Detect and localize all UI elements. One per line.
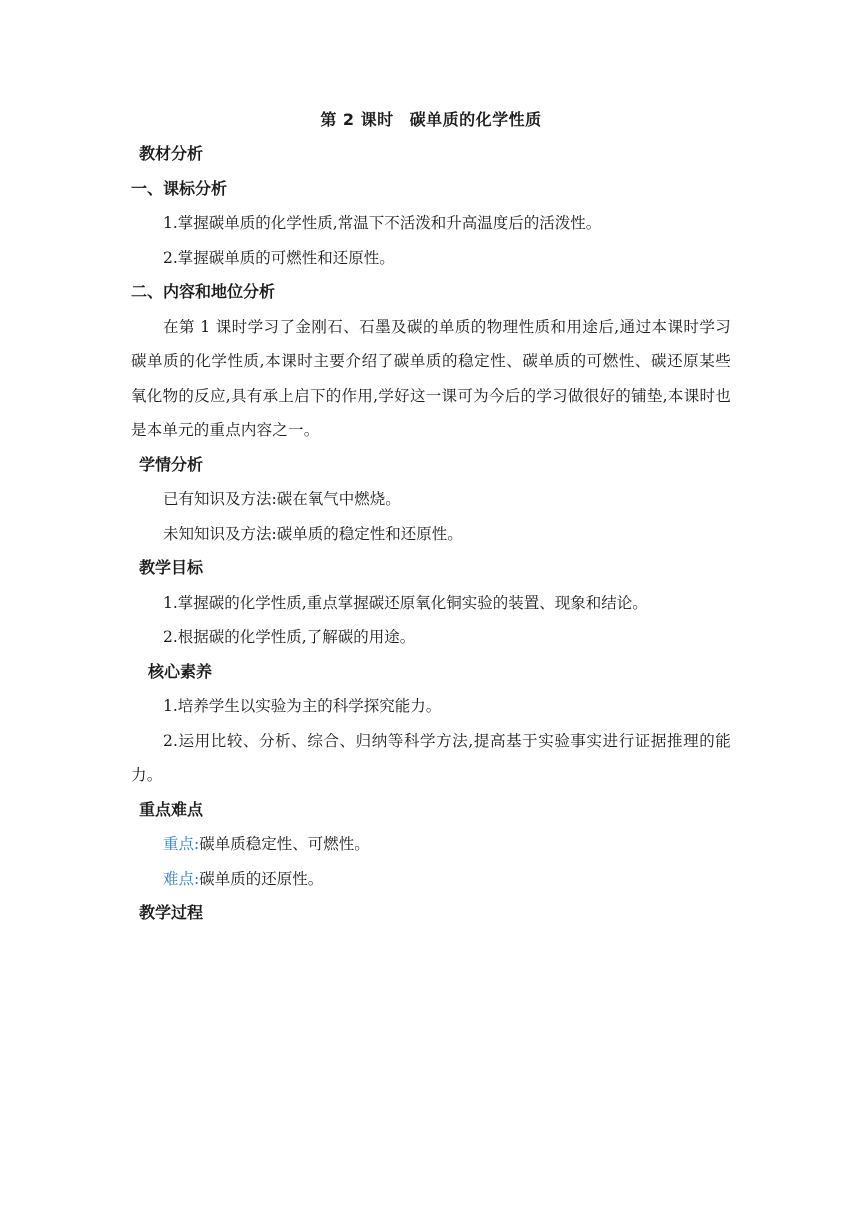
difficult-point-text: 碳单质的还原性。 — [199, 869, 324, 888]
heading-teaching-process: 教学过程 — [139, 903, 204, 922]
heading-teaching-goals: 教学目标 — [139, 558, 204, 577]
curriculum-item-2: 2.掌握碳单质的可燃性和还原性。 — [163, 248, 395, 267]
key-point — [131, 827, 731, 862]
learner-unknown: 未知知识及方法:碳单质的稳定性和还原性。 — [163, 524, 463, 543]
lesson-topic: 碳单质的化学性质 — [409, 110, 542, 129]
heading-core-literacy: 核心素养 — [148, 661, 213, 681]
learner-known: 已有知识及方法:碳在氧气中燃烧。 — [163, 490, 401, 508]
goal-item-2: 2.根据碳的化学性质,了解碳的用途。 — [163, 628, 416, 646]
page-title — [131, 103, 731, 137]
heading-learner-analysis: 学情分析 — [139, 454, 204, 474]
lesson-plan-page — [131, 103, 731, 931]
key-point-text: 碳单质稳定性、可燃性。 — [199, 835, 370, 853]
difficult-point — [131, 862, 731, 897]
heading-curriculum: 一、课标分析 — [131, 178, 228, 198]
literacy-item-2: 2.运用比较、分析、综合、归纳等科学方法,提高基于实验事实进行证据推理的能力。 — [131, 731, 731, 784]
heading-content-analysis: 二、内容和地位分析 — [131, 282, 276, 301]
key-point-label: 重点: — [163, 835, 200, 853]
heading-key-points: 重点难点 — [139, 799, 204, 819]
difficult-point-label: 难点: — [163, 869, 200, 888]
curriculum-item-1: 1.掌握碳单质的化学性质,常温下不活泼和升高温度后的活泼性。 — [163, 214, 602, 232]
literacy-item-1: 1.培养学生以实验为主的科学探究能力。 — [163, 697, 442, 715]
lesson-number: 第 2 课时 — [320, 110, 394, 129]
content-paragraph: 在第 1 课时学习了金刚石、石墨及碳的单质的物理性质和用途后,通过本课时学习碳单质的化学性质,本课时主要介绍了碳单质的稳定性、碳单质的可燃性、碳还原某些氧化物的反应,具有承上启下的作用,学好这一课可为今后的学习做很好的铺垫,本课时也是本单元的重点内容之一。 — [131, 317, 731, 439]
goal-item-1: 1.掌握碳的化学性质,重点掌握碳还原氧化铜实验的装置、现象和结论。 — [163, 593, 648, 612]
heading-textbook-analysis: 教材分析 — [139, 144, 204, 163]
